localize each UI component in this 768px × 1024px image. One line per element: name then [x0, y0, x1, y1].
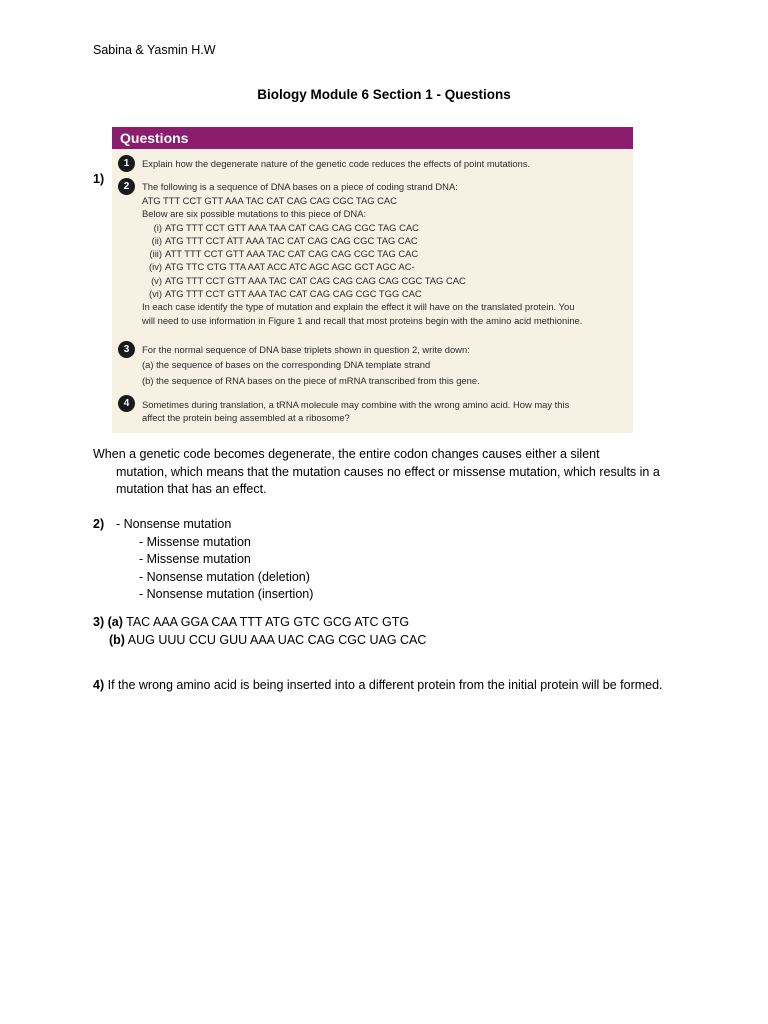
answer-2-item: - Nonsense mutation (insertion) — [139, 587, 314, 601]
answer-2-item: - Nonsense mutation — [116, 517, 232, 531]
mutations-intro: Below are six possible mutations to this piece of DNA: — [142, 208, 367, 220]
number-badge-3: 3 — [118, 341, 135, 358]
q2-body — [142, 194, 582, 327]
q4-line: Sometimes during translation, a tRNA molecule may combine with the wrong amino acid. How may this — [142, 399, 570, 410]
mutation-line: (ii) ATG TTT CCT ATT AAA TAC CAT CAG CAG CGC TAG CAC — [151, 234, 418, 246]
mutation-line: (iv) ATG TTC CTG TTA AAT ACC ATC AGC AGC GCT AGC AC- — [148, 261, 415, 273]
number-badge-2: 2 — [118, 178, 135, 195]
q3-part-b: (b) the sequence of RNA bases on the piece of mRNA transcribed from this gene. — [142, 374, 480, 386]
answer-3a — [93, 614, 426, 632]
answer-4-text: If the wrong amino acid is being inserted into a different protein from the initial protein will be formed. — [107, 678, 663, 692]
q3-part-a: (a) the sequence of bases on the corresponding DNA template strand — [142, 359, 431, 371]
answer-3a-sequence: TAC AAA GGA CAA TTT ATG GTC GCG ATC GTG — [126, 615, 410, 629]
answer-4 — [93, 677, 673, 695]
q3-intro: For the normal sequence of DNA base triplets shown in question 2, write down: — [142, 344, 470, 355]
mutation-line: (iii) ATT TTT CCT GTT AAA TAC CAT CAG CAG CGC TAG CAC — [149, 248, 419, 260]
answer-1 — [93, 446, 673, 499]
page-title: Biology Module 6 Section 1 - Questions — [257, 87, 511, 102]
q4-line: affect the protein being assembled at a ribosome? — [142, 412, 350, 424]
answer-3b-label: (b) — [109, 632, 125, 647]
textbook-questions-image — [112, 127, 633, 433]
answer-3 — [93, 614, 426, 649]
number-badge-4: 4 — [118, 395, 135, 412]
answer-2-item: - Missense mutation — [139, 534, 251, 549]
answer-2-item: - Nonsense mutation (deletion) — [139, 569, 310, 584]
author-header: Sabina & Yasmin H.W — [93, 43, 216, 57]
mutation-line: (v) ATG TTT CCT GTT AAA TAC CAT CAG CAG CAG CAG CGC TAG CAC — [151, 274, 466, 286]
number-badge-1: 1 — [118, 155, 135, 172]
box-question-2-text — [142, 180, 458, 193]
mutation-line: (vi) ATG TTT CCT GTT AAA TAC CAT CAG CAG CGC TGG CAC — [148, 288, 422, 300]
box-question-4-text — [142, 398, 569, 425]
answer-3a-label: (a) — [107, 615, 123, 629]
answer-4-number: 4) — [93, 678, 105, 692]
instruction-line: will need to use information in Figure 1 and recall that most proteins begin with the amino acid methionine. — [142, 314, 583, 326]
box-question-1-text: Explain how the degenerate nature of the genetic code reduces the effects of point mutations. — [142, 158, 531, 169]
answer-3-number: 3) — [93, 615, 105, 629]
q2-intro: The following is a sequence of DNA bases on a piece of coding strand DNA: — [142, 181, 458, 192]
answer-1-continuation: mutation, which means that the mutation causes no effect or missense mutation, which results in a mutation that has an effect. — [116, 464, 660, 496]
answer-3b-sequence: AUG UUU CCU GUU AAA UAC CAG CGC UAG CAC — [127, 632, 427, 647]
answer-2-item: - Missense mutation — [139, 552, 251, 566]
dna-sequence: ATG TTT CCT GTT AAA TAC CAT CAG CAG CGC TAG CAC — [142, 195, 397, 206]
answer-1-first-line: When a genetic code becomes degenerate, the entire codon changes causes either a silent — [93, 447, 600, 461]
box-question-3-text — [142, 343, 480, 387]
answer-3b — [93, 632, 426, 650]
instruction-line: In each case identify the type of mutation and explain the effect it will have on the translated protein. You — [142, 301, 575, 313]
questions-box-heading: Questions — [112, 127, 633, 149]
question-number-1: 1) — [93, 172, 105, 186]
mutation-line: (i) ATG TTT CCT GTT AAA TAA CAT CAG CAG CGC TAG CAC — [153, 221, 419, 233]
answer-2-list — [139, 534, 313, 604]
answer-2-number: 2) — [93, 517, 105, 531]
